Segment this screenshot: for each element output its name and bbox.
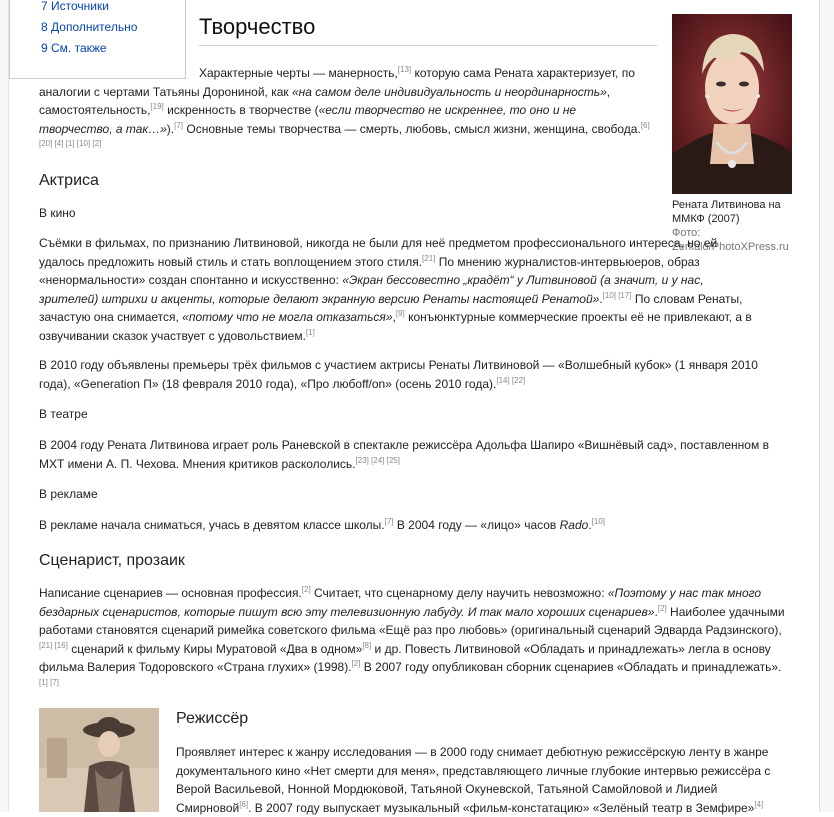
ref[interactable]: [2] — [657, 603, 667, 613]
ref[interactable]: [2] — [351, 659, 361, 668]
portrait-image — [672, 14, 792, 194]
ref[interactable]: [1] — [305, 327, 315, 337]
ref[interactable]: [13] — [397, 65, 412, 74]
photo-caption-text: Рената Литвинова на ММКФ (2007) — [672, 199, 781, 225]
director-image — [39, 708, 159, 812]
ref[interactable]: [21] — [422, 253, 436, 263]
theatre-paragraph: В 2004 году Рената Литвинова играет роль Раневской в спектакле режиссёра Адольфа Шапиро «Вишнёвый сад», поставленном в МХТ имени А. П. Чехова. Мнения критиков раскололись.[23] [24] [25] — [39, 438, 769, 471]
label-ads: В рекламе — [39, 487, 98, 501]
ref[interactable]: [2] — [301, 585, 311, 594]
toc-item-sources[interactable]: 7 Источники — [41, 0, 109, 13]
director-photo[interactable] — [39, 708, 159, 812]
photo-credit: Фото: Zerkalo/PhotoXPress.ru — [672, 227, 789, 253]
cinema-paragraph: Съёмки в фильмах, по признанию Литвиновой, никогда не были для неё предметом профессионального интереса, но ей удалось предложить новый стиль и стать воплощением этого стиля.[21] По мнению журналистов-интервьюеров, образ «ненормальности» создан спонтанно и искусственно: «Экран бессовестно „крадёт“ у Литвиновой (а значит, и у нас, зрителей) штрихи и акценты, которые делают экранную версию Ренаты настоящей Ренатой».[10] [17] По словам Ренаты, зачастую она снимается, «потому что не могла отказаться»,[9] конъюнктурные коммерческие проекты её не привлекают, а в озвучивании сказок участвует с удовольствием.[1] — [39, 236, 752, 343]
page-left-frame — [0, 0, 9, 812]
heading-actress: Актриса — [39, 172, 99, 189]
ref[interactable]: [10] [17] — [602, 290, 632, 300]
ref[interactable]: [7] — [174, 120, 184, 130]
label-cinema: В кино — [39, 206, 76, 220]
ref[interactable]: [23] [24] [25] — [355, 455, 400, 465]
ref[interactable]: [6] [20] [4] [1] [10] [2] — [39, 120, 650, 148]
ref[interactable]: [19] — [150, 102, 164, 111]
portrait-photo[interactable] — [672, 14, 792, 194]
page-right-frame — [819, 0, 834, 812]
writer-paragraph: Написание сценариев — основная профессия.[2] Считает, что сценарному делу научить невозможно: «Поэтому у нас так много бездарных сценаристов, которые пишут всю эту телевизионную лабуду. И так мало хороших сценариев».[2] Наиболее удачными работами становятся сценарий римейка советского фильма «Ещё раз про любовь» (оригинальный сценарий Эдварда Радзинского),[21] [16] сценарий к фильму Киры Муратовой «Два в одном»[8] и др. Повесть Литвиновой «Обладать и принадлежать» легла в основу фильма Валерия Тодоровского «Страна глухих» (1998).[2] В 2007 году опубликован сборник сценариев «Обладать и принадлежать».[1] [7] — [39, 585, 785, 687]
toc-item-additional[interactable]: 8 Дополнительно — [41, 20, 138, 34]
premieres-paragraph: В 2010 году объявлены премьеры трёх фильмов с участием актрисы Ренаты Литвиновой — «Волшебный кубок» (1 января 2010 года), «Generation П» (18 февраля 2010 года), «Про любоff/on» (осень 2010 года).[14] [22] — [39, 358, 758, 391]
toc-item-see-also[interactable]: 9 См. также — [41, 41, 107, 55]
intro-paragraph: Характерные черты — манерность,[13] которую сама Рената характеризует, по аналогии с чертами Татьяны Дорониной, как «на самом деле индивидуальность и неординарность», самостоятельность,[19] искренность в творчестве («если творчество не искреннее, то оно и не творчество, а так…»).[7] Основные темы творчества — смерть, любовь, смысл жизни, женщина, свобода.[6] [20] [4] [1] [10] [2] — [39, 65, 650, 148]
ref[interactable]: [8] — [362, 640, 372, 650]
heading-writer: Сценарист, прозаик — [39, 552, 185, 569]
ref[interactable]: [10] — [591, 517, 606, 526]
ref[interactable]: [4] — [754, 799, 764, 809]
ref[interactable]: [21] [16] — [39, 640, 68, 650]
director-paragraph: Проявляет интерес к жанру исследования — в 2000 году снимает дебютную режиссёрскую ленту в жанре документального кино «Нет смерти для меня», представляющего личные глубокие интервью режиссёра с Верой Васильевой, Нонной Мордюковой, Татьяной Окуневской, Татьяной Самойловой и Лидией Смирновой[6]. В 2007 году выпускает музыкальный «фильм-констатацию» «Зелёный театр в Земфире»[4] — [176, 745, 771, 815]
ref[interactable]: [1] [7] — [39, 677, 60, 687]
label-theatre: В театре — [39, 407, 88, 421]
ads-paragraph: В рекламе начала сниматься, учась в девятом классе школы.[7] В 2004 году — «лицо» часов Rado.[10] — [39, 517, 606, 532]
heading-director: Режиссёр — [176, 710, 249, 727]
ref[interactable]: [6] — [239, 799, 249, 809]
ref[interactable]: [14] [22] — [496, 375, 526, 385]
ref[interactable]: [7] — [384, 517, 394, 526]
ref[interactable]: [9] — [395, 309, 405, 318]
section-title: Творчество — [199, 14, 657, 46]
